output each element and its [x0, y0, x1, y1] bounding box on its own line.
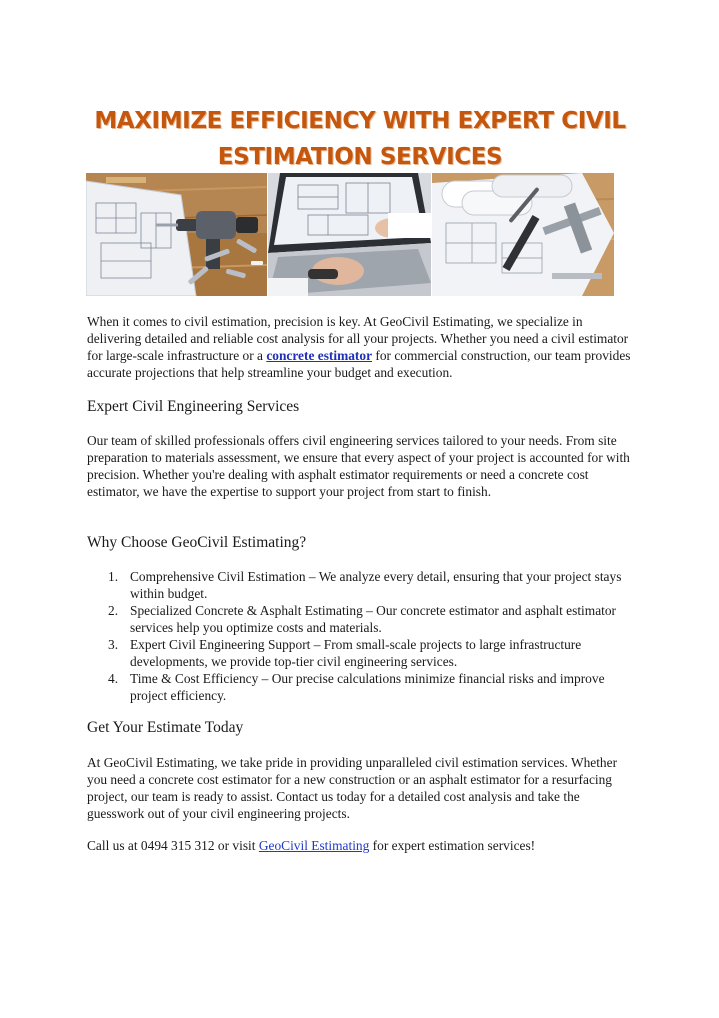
list-item-number: 1.	[108, 569, 119, 584]
photo-laptop-drawings	[268, 173, 431, 296]
get-estimate-paragraph: At GeoCivil Estimating, we take pride in providing unparalleled civil estimation services. Whether you need a concrete cost estimator for a new construction or an asphalt estimator for a resurfacing project, our team is ready to assist. Contact us today for a detailed cost analysis and take the guesswork out of your civil engineering projects.	[87, 755, 618, 821]
list-item	[87, 602, 635, 636]
expert-services-paragraph: Our team of skilled professionals offers civil engineering services tailored to your needs. From site preparation to materials assessment, we ensure that every aspect of your project is accounted for with precision. Whether you're dealing with asphalt estimator requirements or need a concrete cost estimator, we have the expertise to support your project from start to finish.	[87, 433, 630, 499]
page-title	[60, 103, 660, 175]
list-item-text: Specialized Concrete & Asphalt Estimating – Our concrete estimator and asphalt estimator services help you optimize costs and materials.	[130, 603, 617, 635]
list-item-text: Time & Cost Efficiency – Our precise calculations minimize financial risks and improve project efficiency.	[130, 671, 605, 703]
heading-get-estimate: Get Your Estimate Today	[87, 719, 244, 736]
concrete-estimator-link[interactable]: concrete estimator	[266, 348, 373, 363]
list-item-text: Expert Civil Engineering Support – From small-scale projects to large infrastructure developments, we provide top-tier civil engineering services.	[130, 637, 582, 669]
page-title-line-1: MAXIMIZE EFFICIENCY WITH EXPERT CIVIL	[94, 108, 626, 135]
list-item	[87, 636, 635, 670]
intro-text-before-link: When it comes to civil estimation, precision is key. At GeoCivil Estimating, we specialize in delivering detailed and reliable cost analysis for all your projects. Whether you need a civil estimator for large-scale infrastructure or a	[87, 314, 629, 363]
header-photo-strip	[86, 173, 614, 296]
intro-paragraph	[87, 313, 635, 381]
list-item-number: 2.	[108, 603, 119, 618]
list-item	[87, 568, 635, 602]
call-text-after-link: for expert estimation services!	[369, 838, 536, 853]
heading-expert-services: Expert Civil Engineering Services	[87, 398, 300, 415]
geocivil-estimating-link[interactable]: GeoCivil Estimating	[258, 838, 370, 853]
intro-text-after-link: for commercial construction, our team provides accurate projections that help streamline your budget and execution.	[87, 348, 631, 380]
reasons-list	[87, 568, 635, 704]
list-item	[87, 670, 635, 704]
call-text-before-link: Call us at 0494 315 312 or visit	[87, 838, 259, 853]
heading-why-choose: Why Choose GeoCivil Estimating?	[87, 534, 307, 551]
call-to-action-paragraph	[87, 837, 635, 854]
page-title-line-2: ESTIMATION SERVICES	[217, 144, 503, 171]
list-item-number: 3.	[108, 637, 119, 652]
photo-rolled-blueprints	[432, 173, 614, 296]
photo-blueprints-drill	[86, 173, 267, 296]
list-item-text: Comprehensive Civil Estimation – We analyze every detail, ensuring that your project stays within budget.	[130, 569, 622, 601]
list-item-number: 4.	[108, 671, 119, 686]
